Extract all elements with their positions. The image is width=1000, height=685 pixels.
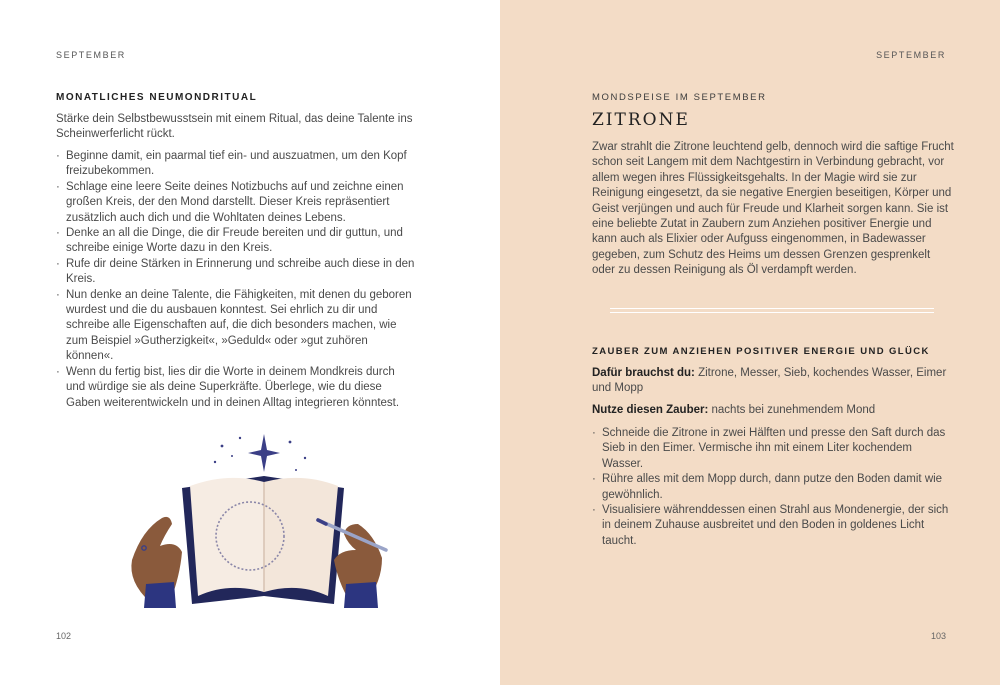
timing-line [592, 403, 954, 418]
list-item: · Schlage eine leere Seite deines Notizbuchs auf und zeichne einen großen Kreis, der den Mond darstellt. Dieser Kreis repräsentiert zusätzlich auch dich und die Wohltaten deines Lebens. [56, 180, 416, 226]
double-rule-divider [610, 308, 934, 313]
timing-label: Nutze diesen Zauber: [592, 404, 709, 416]
spell-steps-list [592, 426, 954, 549]
section-heading-ritual: MONATLICHES NEUMONDRITUAL [56, 92, 258, 103]
right-page [500, 0, 1000, 685]
list-item: · Beginne damit, ein paarmal tief ein- und auszuatmen, um den Kopf freizubekommen. [56, 149, 416, 180]
list-item: · Denke an all die Dinge, die dir Freude bereiten und dir guttun, und schreibe einige Worte dazu in den Kreis. [56, 226, 416, 257]
list-item: · Wenn du fertig bist, lies dir die Worte in deinem Mondkreis durch und würdige sie als deine Superkräfte. Überlege, wie du diese Gaben weiterentwickeln und in deinen Alltag integrieren könntest. [56, 365, 416, 411]
list-item: · Visualisiere währenddessen einen Strahl aus Mondenergie, der sich in deinem Zuhause ausbreitet und den Boden in goldenes Licht taucht. [592, 503, 954, 549]
running-head-left: SEPTEMBER [56, 50, 126, 60]
page-title: ZITRONE [592, 110, 690, 130]
timing-text: nachts bei zunehmendem Mond [708, 404, 876, 416]
spell-heading: ZAUBER ZUM ANZIEHEN POSITIVER ENERGIE UND GLÜCK [592, 346, 930, 357]
body-paragraph: Zwar strahlt die Zitrone leuchtend gelb, dennoch wird die saftige Frucht schon seit Langem mit dem Nachtgestirn in Verbindung gebracht, vor allem wegen ihres Flüssigkeitsgehalts. In der Magie wird sie zur Reinigung eingesetzt, da sie negative Energien beseitigen, Körper und Geist verjüngen und auch für Freude und Klarheit sorgen kann. Sie ist eine beliebte Zutat in Zaubern zum Anziehen positiver Energie und kann auch als Elixier oder Aufguss eingenommen, in Badewasser gegeben, zum Schutz des Heims um dessen Grenzen gesprenkelt oder zu dessen Reinigung als Öl verdampft werden. [592, 141, 954, 277]
list-item: · Rühre alles mit dem Mopp durch, dann putze den Boden damit wie gewöhnlich. [592, 472, 954, 503]
running-head-right: SEPTEMBER [876, 50, 946, 60]
intro-paragraph: Stärke dein Selbstbewusstsein mit einem Ritual, das deine Talente ins Scheinwerferlicht rückt. [56, 113, 413, 141]
ingredients-text: Zitrone, Messer, Sieb, kochendes Wasser, Eimer und Mopp [592, 367, 947, 395]
ritual-steps-list [56, 149, 416, 411]
ingredients-label: Dafür brauchst du: [592, 367, 695, 379]
list-item: · Schneide die Zitrone in zwei Hälften und presse den Saft durch das Sieb in den Eimer. Vermische ihn mit einem Liter kochendem Wasser. [592, 426, 954, 472]
list-item: · Rufe dir deine Stärken in Erinnerung und schreibe auch diese in den Kreis. [56, 257, 416, 288]
page-number-right: 103 [930, 631, 946, 641]
section-kicker: MONDSPEISE IM SEPTEMBER [592, 92, 767, 103]
page-number-left: 102 [56, 631, 72, 641]
open-notebook-with-hands-and-star-icon [120, 432, 392, 612]
list-item: · Nun denke an deine Talente, die Fähigkeiten, mit denen du geboren wurdest und die du ausbauen konntest. Sei ehrlich zu dir und schreibe alle Eigenschaften auf, die dich besonders machen, wie zum Beispiel »Gutherzigkeit«, »Geduld« oder »gut zuhören können«. [56, 288, 416, 365]
ingredients-line [592, 366, 954, 397]
